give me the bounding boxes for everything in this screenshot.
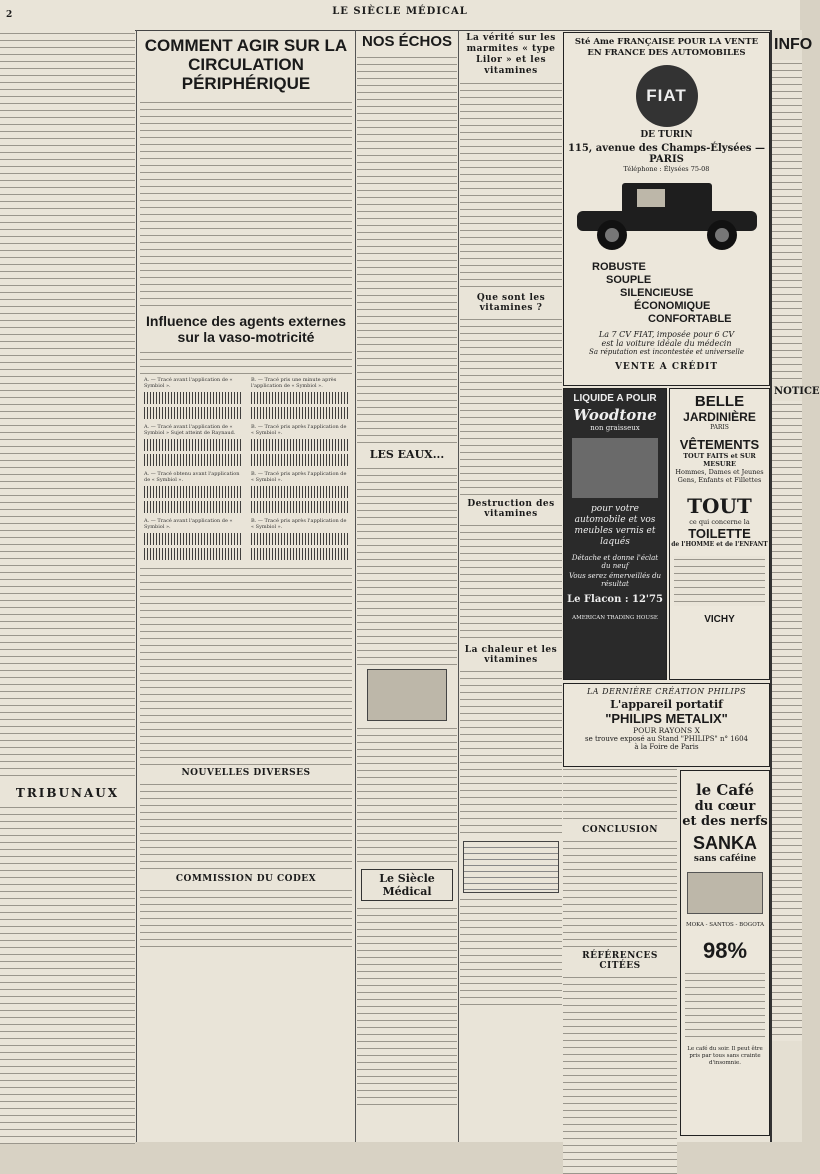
conclusion-text bbox=[563, 838, 677, 948]
marmites-more-text bbox=[460, 896, 562, 1006]
fiat-slogan: ROBUSTE SOUPLE SILENCIEUSE ÉCONOMIQUE CONFORTABLE bbox=[592, 261, 732, 325]
belle-city: PARIS bbox=[710, 424, 729, 431]
fiat-tagline: est la voiture idéale du médecin bbox=[601, 339, 732, 348]
chaleur-subheading: La chaleur et les vitamines bbox=[464, 645, 558, 665]
influence-intro bbox=[140, 349, 352, 375]
belle-brand: BELLE bbox=[694, 393, 745, 410]
fiat-tagline: La 7 CV FIAT, imposée pour 6 CV bbox=[598, 330, 735, 339]
philips-intro: LA DERNIÈRE CRÉATION PHILIPS bbox=[586, 687, 747, 696]
column-3 bbox=[357, 30, 457, 1142]
woodtone-text: pour votre automobile et vos meubles vernis et laqués bbox=[574, 504, 656, 547]
sanka-brand: SANKA bbox=[692, 833, 757, 853]
tracing-figure: A. — Tracé avant l'application de « Symbiol ». bbox=[140, 377, 245, 422]
coffee-illustration bbox=[687, 872, 763, 914]
tracing-figure: B. — Tracé pris après l'application de « Symbiol ». bbox=[247, 424, 352, 469]
newspaper-title: LE SIÈCLE MÉDICAL bbox=[332, 6, 468, 17]
tracing-figure: A. — Tracé obtenu avant l'application de « Symbiol ». bbox=[140, 471, 245, 516]
destruction-subheading: Destruction des vitamines bbox=[467, 499, 555, 519]
data-table bbox=[463, 841, 559, 893]
woodtone-headline: LIQUIDE A POLIR bbox=[573, 393, 657, 404]
tribunaux-heading: TRIBUNAUX bbox=[15, 786, 120, 800]
belle-text: ce qui concerne la bbox=[689, 518, 750, 526]
tracing-figure: B. — Tracé pris une minute après l'application de « Symbiol ». bbox=[247, 377, 352, 422]
fiat-advertisement bbox=[563, 32, 770, 386]
eaux-text bbox=[357, 465, 457, 665]
notice-heading: NOTICE bbox=[774, 386, 820, 397]
wave-trace bbox=[144, 501, 241, 513]
wave-trace bbox=[144, 454, 241, 466]
fiat-phone: Téléphone : Élysées 75-08 bbox=[623, 165, 710, 173]
column-1-text bbox=[0, 30, 135, 782]
echos-text bbox=[357, 54, 457, 444]
vetements-heading: VÊTEMENTS bbox=[679, 437, 760, 452]
page-header bbox=[0, 0, 800, 31]
philips-product: "PHILIPS METALIX" bbox=[605, 711, 728, 726]
wave-trace bbox=[251, 548, 348, 560]
tracing-figure: B. — Tracé pris après l'application de « Symbiol ». bbox=[247, 471, 352, 516]
tout-heading: TOUT bbox=[687, 494, 752, 518]
info-heading: INFO bbox=[774, 36, 813, 53]
jardiniere-brand: JARDINIÈRE bbox=[683, 410, 756, 424]
les-eaux-heading: LES EAUX... bbox=[369, 448, 445, 461]
wave-trace bbox=[144, 392, 241, 404]
column-1 bbox=[0, 30, 135, 1142]
wave-trace bbox=[251, 501, 348, 513]
fiat-sale: VENTE A CRÉDIT bbox=[614, 362, 719, 372]
wave-trace bbox=[251, 407, 348, 419]
influence-headline: Influence des agents externes sur la vaso-motricité bbox=[146, 313, 346, 345]
wave-trace bbox=[144, 486, 241, 498]
belle-jardiniere-advertisement bbox=[669, 388, 770, 680]
siecle-medical-box-text bbox=[357, 905, 457, 1105]
tribunaux-text bbox=[0, 804, 135, 1144]
sanka-line: et des nerfs bbox=[682, 814, 768, 829]
vitamines-subheading: Que sont les vitamines ? bbox=[476, 293, 546, 313]
references-text bbox=[563, 974, 677, 1174]
wave-trace bbox=[251, 486, 348, 498]
sanka-fine-print bbox=[685, 970, 765, 1040]
wave-trace bbox=[251, 392, 348, 404]
wave-trace bbox=[144, 548, 241, 560]
wave-trace bbox=[144, 533, 241, 545]
toilette-heading: TOILETTE bbox=[688, 526, 751, 541]
philips-line: POUR RAYONS X bbox=[633, 726, 700, 735]
destruction-text bbox=[460, 522, 562, 642]
sanka-line: du cœur bbox=[694, 799, 756, 814]
adjacent-text bbox=[772, 60, 802, 380]
philips-line: à la Foire de Paris bbox=[634, 743, 699, 751]
fiat-company: Sté Ame FRANÇAISE POUR LA VENTE EN FRANCE DES AUTOMOBILES bbox=[574, 37, 759, 58]
wave-trace bbox=[251, 533, 348, 545]
woodtone-footer: AMERICAN TRADING HOUSE bbox=[572, 615, 658, 621]
column-2 bbox=[138, 30, 354, 1142]
echos-more-text bbox=[357, 725, 457, 865]
woodtone-text: Vous serez émerveillés du résultat bbox=[568, 572, 662, 588]
nouvelles-text bbox=[140, 781, 352, 871]
sanka-line: le Café bbox=[695, 781, 755, 799]
tracing-figure: B. — Tracé pris après l'application de « Symbiol ». bbox=[247, 518, 352, 563]
column-rule bbox=[136, 30, 137, 1142]
woodtone-sub: non graisseux bbox=[590, 424, 640, 432]
fiat-logo: FIAT bbox=[636, 65, 698, 127]
philips-advertisement bbox=[563, 683, 770, 767]
woodtone-advertisement bbox=[563, 388, 667, 680]
wave-trace bbox=[251, 439, 348, 451]
sanka-advertisement bbox=[680, 770, 770, 1136]
belle-text: Hommes, Dames et Jeunes Gens, Enfants et Fillettes bbox=[675, 468, 764, 484]
circulation-headline: COMMENT AGIR SUR LA CIRCULATION PÉRIPHÉRIQUE bbox=[144, 36, 348, 93]
belle-text: TOUT FAITS et SUR MESURE bbox=[683, 452, 756, 468]
nouvelles-heading: NOUVELLES DIVERSES bbox=[181, 768, 311, 778]
circulation-text bbox=[140, 99, 352, 309]
chaleur-text bbox=[460, 668, 562, 838]
tracing-figure: A. — Tracé avant l'application de « Symbiol » Sujet atteint de Raynaud. bbox=[140, 424, 245, 469]
vitamines-text bbox=[460, 316, 562, 496]
column-4 bbox=[460, 30, 562, 1142]
woodtone-text: Détache et donne l'éclat du neuf bbox=[571, 554, 659, 570]
woodtone-brand: Woodtone bbox=[573, 406, 657, 424]
vichy-heading: VICHY bbox=[704, 614, 735, 625]
commission-heading: COMMISSION DU CODEX bbox=[175, 874, 317, 884]
adjacent-page-strip bbox=[770, 30, 820, 1142]
column-rule bbox=[458, 30, 459, 1142]
tracing-figures bbox=[140, 377, 352, 563]
fiat-origin: DE TURIN bbox=[640, 130, 693, 140]
wave-trace bbox=[251, 454, 348, 466]
sanka-origin: MOKA - SANTOS - BOGOTA bbox=[685, 922, 765, 928]
belle-text: de l'HOMME et de l'ENFANT bbox=[671, 541, 768, 548]
page-number: 2 bbox=[6, 10, 13, 20]
fiat-address: 115, avenue des Champs-Élysées — PARIS bbox=[567, 143, 766, 165]
conclusion-heading: CONCLUSION bbox=[582, 825, 658, 835]
woodtone-price: Le Flacon : 12'75 bbox=[567, 594, 663, 605]
cartoon-illustration bbox=[367, 669, 447, 721]
car-illustration bbox=[567, 177, 767, 257]
philips-line: se trouve exposé au Stand "PHILIPS" n° 1604 bbox=[584, 735, 749, 743]
sanka-footer: Le café du soir. Il peut être pris par tous sans crainte d'insomnie. bbox=[687, 1046, 763, 1066]
column-5-lower bbox=[563, 752, 677, 1142]
sanka-percent: 98% bbox=[702, 938, 748, 963]
philips-line: L'appareil portatif bbox=[610, 698, 723, 711]
automobile-illustration bbox=[572, 438, 658, 498]
sanka-line: sans caféine bbox=[693, 854, 757, 864]
marmites-headline: La vérité sur les marmites « type Lilor » et les vitamines bbox=[466, 33, 556, 76]
references-heading: RÉFÉRENCES CITÉES bbox=[582, 951, 658, 971]
siecle-medical-box-title: Le Siècle Médical bbox=[361, 869, 453, 901]
influence-text bbox=[140, 565, 352, 765]
marmites-text bbox=[460, 80, 562, 290]
belle-fine-print bbox=[674, 556, 765, 606]
adjacent-text bbox=[772, 401, 802, 1041]
tracing-figure: A. — Tracé avant l'application de « Symbiol ». bbox=[140, 518, 245, 563]
nos-echos-heading: NOS ÉCHOS bbox=[361, 33, 452, 50]
wave-trace bbox=[144, 407, 241, 419]
fiat-tagline: Sa réputation est incontestée et universelle bbox=[589, 348, 744, 356]
column-rule bbox=[355, 30, 356, 1142]
commission-text bbox=[140, 887, 352, 947]
wave-trace bbox=[144, 439, 241, 451]
